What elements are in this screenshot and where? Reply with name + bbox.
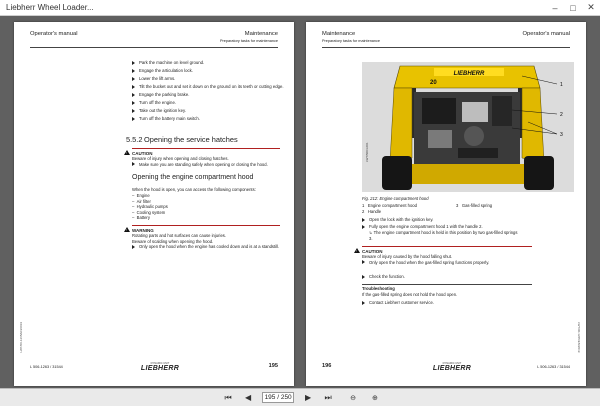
list-item: Engage the articulation lock. [132,68,193,73]
list-item: Engage the parking brake. [132,92,189,97]
side-code: LWT/00-1265/EN/2019 [577,322,581,353]
list-item: Turn off the battery main switch. [132,116,200,121]
arrow-icon [132,85,135,89]
header-left: Operator's manual [30,31,78,37]
callout-2: 2 [560,112,563,118]
header-right: Operator's manual [522,31,570,37]
arrow-icon [132,69,135,73]
warning-triangle-icon [124,150,130,155]
step-1: Open the lock with the ignition key. [362,217,433,223]
page-number-input[interactable]: 195 / 250 [262,392,294,403]
page-footer [30,362,278,374]
troubleshooting-rule [362,284,532,285]
check-step: Check the function. [362,274,405,280]
page-navigation-bar [0,388,600,406]
caution-box [362,246,532,265]
page-number: 196 [322,363,332,369]
previous-page-icon[interactable]: ◀ [245,393,252,402]
maximize-icon[interactable]: □ [570,2,576,13]
arrow-icon [132,61,135,65]
legend-item: 3 Gas-filled spring [456,203,493,208]
machine-number: 20 [430,80,437,86]
contact-step: Contact Liebherr customer service. [362,300,434,306]
photo-code: LWT/5004-001 [365,142,369,162]
header-sub: Preparatory tasks for maintenance [219,39,278,43]
list-item: Tilt the bucket out and set it down on the ground on its teeth or cutting edge. [132,84,284,89]
minimize-icon[interactable]: – [552,2,558,13]
arrow-icon [362,225,365,229]
arrow-icon [132,101,135,105]
zoom-in-icon[interactable]: ⊕ [372,394,378,402]
arrow-icon [362,218,365,222]
zoom-out-icon[interactable]: ⊖ [350,394,356,402]
component-list [132,193,168,221]
page-195 [14,22,294,386]
section-number: 5.5.2 [126,135,143,144]
step-result: ↳ The engine compartment hood is held in this position by two gas-filled springs 3. [369,230,518,241]
list-item: – Engine [132,193,150,198]
next-page-icon[interactable]: ▶ [305,393,312,402]
header-right: Maintenance [244,31,278,37]
window-title: Liebherr Wheel Loader... [6,3,94,12]
list-item: Take out the ignition key. [132,108,186,113]
window-titlebar [0,0,600,16]
intro-text: When the hood is open, you can access the following components: [132,187,256,192]
subheading: Opening the engine compartment hood [132,174,254,181]
arrow-icon [132,162,135,166]
liebherr-logo: DYNAMIC UNIT LIEBHERR [432,362,472,372]
caution-box [132,148,280,167]
section-heading [126,135,238,144]
page-header [322,30,570,48]
warning-line1: Rotating parts and hot surfaces can cause injuries. [132,233,227,238]
warning-box [132,225,280,250]
legend-item: 2 Handle [362,209,382,214]
list-item: – Hydraulic pumps [132,204,168,209]
warning-triangle-icon [354,248,360,253]
warning-line2: Beware of scalding when opening the hood. [132,238,214,244]
header-sub: Preparatory tasks for maintenance [322,39,381,43]
caution-title: CAUTION [132,151,153,156]
caution-title: CAUTION [362,249,383,254]
arrow-icon [132,77,135,81]
liebherr-logo: DYNAMIC UNIT LIEBHERR [140,362,180,372]
page-number: 195 [268,363,278,369]
troubleshooting-title: Troubleshooting [362,286,395,291]
close-icon[interactable]: ✕ [587,2,595,12]
side-code: LWT/00-1265/EN/2019 [19,322,23,353]
caution-action: Make sure you are standing safely when opening or closing the hood. [132,162,280,168]
troubleshooting-text: If the gas-filled spring does not hold the hood open. [362,292,458,297]
arrow-icon [132,109,135,113]
list-item: Turn off the engine. [132,100,176,105]
page-footer [322,362,570,374]
arrow-icon [362,275,365,279]
arrow-icon [362,260,365,264]
list-item: Lower the lift arms. [132,76,175,81]
figure-caption: Fig. 212: Engine compartment hood [362,196,429,201]
callout-1: 1 [560,82,563,88]
footer-doc-number: L 506-1263 / 31544 [537,365,570,369]
section-title: Opening the service hatches [144,135,238,144]
arrow-icon [132,245,135,249]
arrow-icon [132,93,135,97]
list-item: – Cooling system [132,209,166,215]
last-page-icon[interactable]: ⏭ [324,392,332,402]
list-item: Park the machine on level ground. [132,60,204,65]
arrow-icon [362,301,365,305]
callout-3: 3 [560,132,563,138]
list-item: – Air filter [132,198,151,204]
step-2: Fully open the engine compartment hood 1 with the handle 2. [362,224,483,230]
document-viewer[interactable] [0,16,600,388]
list-item: – Battery [132,215,150,220]
caution-text: Beware of injury when opening and closing hatches. [132,156,229,161]
arrow-icon [132,117,135,121]
page-header [30,30,278,48]
footer-doc-number: L 506-1263 / 31544 [30,365,63,369]
caution-action: Only open the hood when the gas-filled spring functions properly. [362,260,532,266]
warning-action: Only open the hood when the engine has cooled down and is at a standstill. [132,244,280,250]
header-left: Maintenance [322,31,356,37]
page-196 [306,22,586,386]
first-page-icon[interactable]: ⏮ [224,392,232,402]
warning-title: WARNING [132,228,154,233]
legend-item: 1 Engine compartment hood [362,203,417,208]
engine-compartment-photo [362,62,574,192]
caution-text: Beware of injury caused by the hood falling shut. [362,254,453,259]
engine-compartment-illustration [362,62,574,192]
machine-brand-label: LIEBHERR [453,71,485,77]
warning-triangle-icon [124,227,130,232]
